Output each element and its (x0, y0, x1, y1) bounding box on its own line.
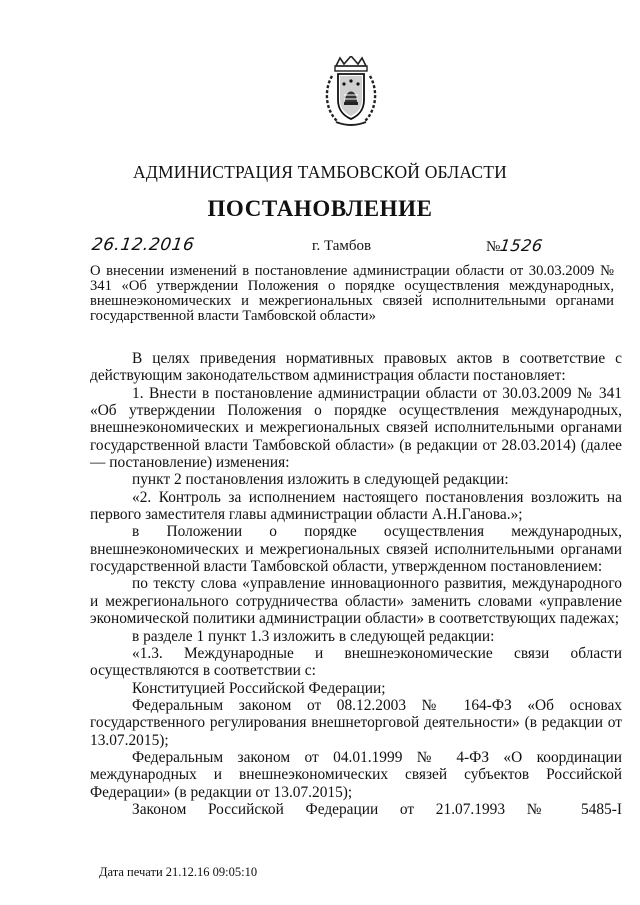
paragraph: Федеральным законом от 08.12.2003 № 164-ФЗ «Об основах государственного регулирования внешнеторговой деятельности» (в редакции от 13.07.2015); (90, 696, 622, 749)
document-city: г. Тамбов (312, 238, 372, 254)
paragraph: В целях приведения нормативных правовых актов в соответствие с действующим законодательством администрация области постановляет: (90, 350, 622, 385)
paragraph: Конституцией Российской Федерации; (132, 679, 386, 697)
paragraph: пункт 2 постановления изложить в следующей редакции: (132, 471, 509, 489)
document-date: 26.12.2016 (90, 235, 196, 255)
print-date: Дата печати 21.12.16 09:05:10 (99, 865, 258, 879)
paragraph: в Положении о порядке осуществления международных, внешнеэкономических и межрегиональных связей исполнительными органами государственной власти Тамбовской области, утвержденном постановлением: (90, 523, 622, 576)
paragraph: по тексту слова «управление инновационного развития, международного и межрегионального сотрудничества области» заменить словами «управление экономической политики администрации области» в соответствующих падежах; (90, 575, 622, 628)
paragraph: Федеральным законом от 04.01.1999 № 4-ФЗ «О координации международных и внешнеэкономических связей субъектов Российской Федерации» (в редакции от 13.07.2015); (90, 748, 622, 801)
organization-name: АДМИНИСТРАЦИЯ ТАМБОВСКОЙ ОБЛАСТИ (133, 162, 507, 182)
paragraph: в разделе 1 пункт 1.3 изложить в следующей редакции: (132, 627, 495, 645)
paragraph: Законом Российской Федерации от 21.07.1993 № 5485-I (132, 800, 622, 818)
coat-of-arms-emblem (322, 56, 380, 128)
document-type-title: ПОСТАНОВЛЕНИЕ (207, 196, 433, 221)
number-prefix: № (486, 239, 501, 255)
paragraph: «2. Контроль за исполнением настоящего постановления возложить на первого заместителя главы администрации области А.Н.Ганова.»; (90, 488, 622, 524)
number-value: 1526 (498, 236, 545, 255)
document-body (90, 350, 622, 818)
document-number (486, 236, 543, 256)
document-subject: О внесении изменений в постановление администрации области от 30.03.2009 № 341 «Об утверждении Положения о порядке осуществления международных, внешнеэкономических и межрегиональных связей исполнительными органами государственной власти Тамбовской области» (90, 263, 614, 324)
paragraph: 1. Внести в постановление администрации области от 30.03.2009 № 341 «Об утверждении Положения о порядке осуществления международных, внешнеэкономических и межрегиональных связей исполнительными органами государственной власти Тамбовской области» (в редакции от 28.03.2014) (далее — постановление) изменения: (90, 384, 622, 472)
paragraph: «1.3. Международные и внешнеэкономические связи области осуществляются в соответствии с: (90, 644, 622, 680)
